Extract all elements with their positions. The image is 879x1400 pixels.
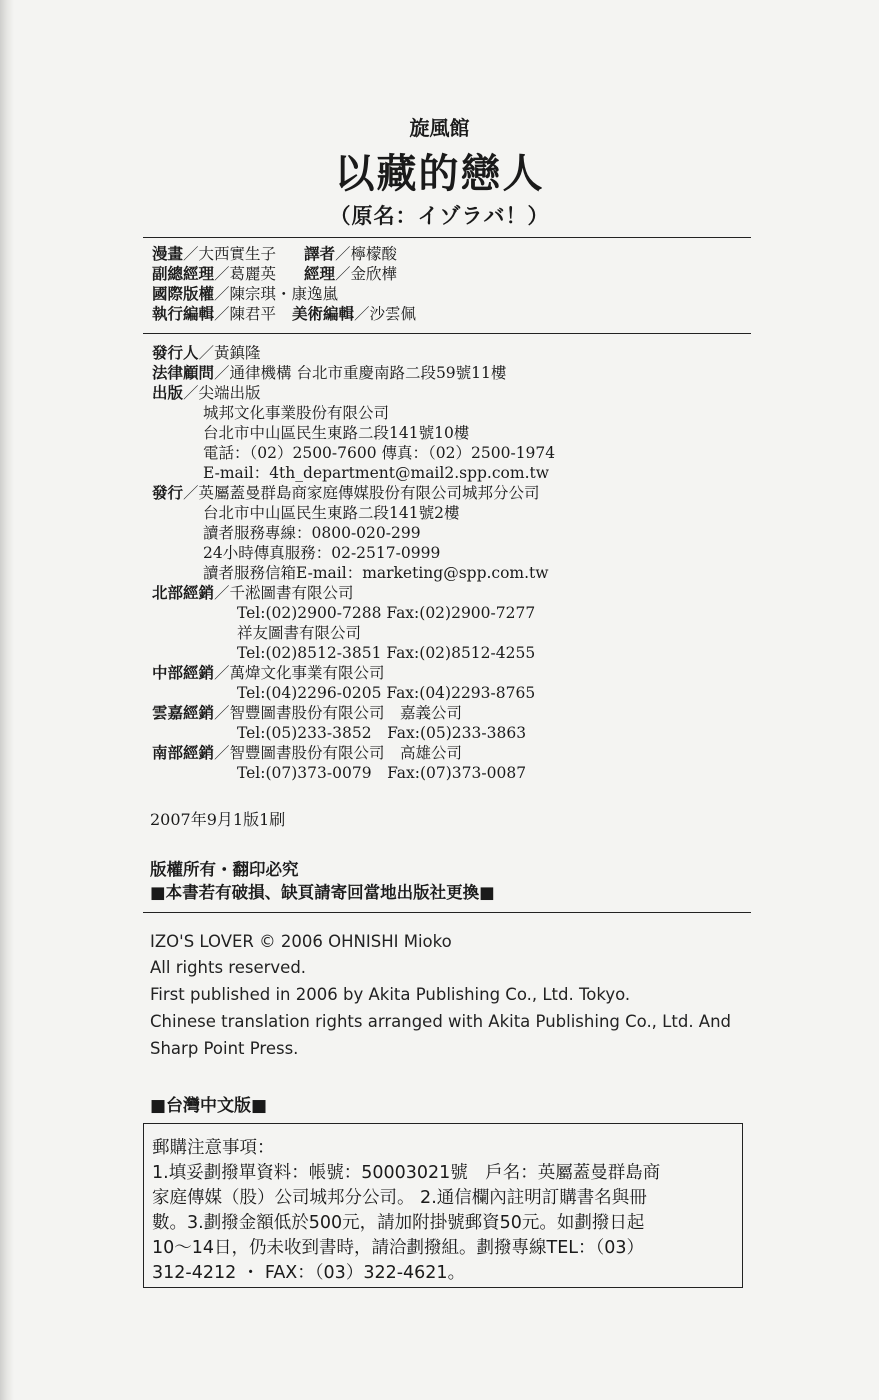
- edition-date: 2007年9月1版1刷: [150, 810, 286, 829]
- english-rights: All rights reserved.: [150, 958, 307, 977]
- service-email: 讀者服務信箱E-mail：marketing@spp.com.tw: [203, 564, 549, 582]
- south-tel: Tel:(07)373-0079 Fax:(07)373-0087: [237, 764, 527, 782]
- divider: [143, 912, 751, 913]
- company-address: 台北市中山區民生東路二段141號10樓: [203, 424, 470, 442]
- north-tel-2: Tel:(02)8512-3851 Fax:(02)8512-4255: [237, 644, 536, 662]
- mail-order-heading: 郵購注意事項：: [152, 1138, 275, 1158]
- credit-row: 執行編輯／陳君平 美術編輯／沙雲佩: [152, 305, 417, 323]
- south-distributor: 南部經銷／智豐圖書股份有限公司 高雄公司: [152, 744, 463, 762]
- company-email: E-mail：4th_department@mail2.spp.com.tw: [203, 464, 549, 482]
- english-first-published: First published in 2006 by Akita Publishing Co., Ltd. Tokyo.: [150, 985, 631, 1004]
- north-tel: Tel:(02)2900-7288 Fax:(02)2900-7277: [237, 604, 536, 622]
- english-copyright: IZO'S LOVER © 2006 OHNISHI Mioko: [150, 932, 452, 951]
- distribution-row: 發行／英屬蓋曼群島商家庭傳媒股份有限公司城邦分公司: [152, 484, 540, 502]
- north-distributor-2: 祥友圖書有限公司: [237, 624, 362, 642]
- fax-service: 24小時傳真服務：02-2517-0999: [203, 544, 441, 562]
- mail-order-line: 10～14日，仍未收到書時，請洽劃撥組。劃撥專線TEL：（03）: [152, 1238, 645, 1258]
- original-title: （原名：イゾラバ！）: [329, 204, 550, 228]
- copyright-notice: 版權所有・翻印必究: [150, 860, 299, 879]
- central-tel: Tel:(04)2296-0205 Fax:(04)2293-8765: [237, 684, 536, 702]
- distribution-address: 台北市中山區民生東路二段141號2樓: [203, 504, 460, 522]
- legal-row: 法律顧問／通律機構 台北市重慶南路二段59號11樓: [152, 364, 507, 382]
- company-name: 城邦文化事業股份有限公司: [203, 404, 390, 422]
- service-line: 讀者服務專線：0800-020-299: [203, 524, 421, 542]
- credit-row: 副總經理／葛麗英 經理／金欣樺: [152, 265, 398, 283]
- issuer-row: 發行人／黃鎮隆: [152, 344, 261, 362]
- mail-order-line: 312-4212 ・ FAX：（03）322-4621。: [152, 1263, 466, 1283]
- credit-row: 國際版權／陳宗琪・康逸嵐: [152, 285, 339, 303]
- divider: [143, 333, 751, 334]
- yunjia-tel: Tel:(05)233-3852 Fax:(05)233-3863: [237, 724, 527, 742]
- mail-order-line: 數。3.劃撥金額低於500元，請加附掛號郵資50元。如劃撥日起: [152, 1213, 645, 1233]
- central-distributor: 中部經銷／萬煒文化事業有限公司: [152, 664, 385, 682]
- publisher-row: 出版／尖端出版: [152, 384, 261, 402]
- replacement-notice: ■本書若有破損、缺頁請寄回當地出版社更換■: [150, 883, 495, 902]
- mail-order-line: 家庭傳媒（股）公司城邦分公司。 2.通信欄內註明訂購書名與冊: [152, 1188, 647, 1208]
- company-phone: 電話：（02）2500-7600 傳真：（02）2500-1974: [203, 444, 556, 462]
- book-title: 以藏的戀人: [334, 151, 545, 197]
- mail-order-line: 1.填妥劃撥單資料：帳號：50003021號 戶名：英屬蓋曼群島商: [152, 1163, 661, 1183]
- english-translation-rights: Chinese translation rights arranged with Akita Publishing Co., Ltd. And: [150, 1012, 732, 1031]
- north-distributor: 北部經銷／千淞圖書有限公司: [152, 584, 354, 602]
- divider: [143, 237, 751, 238]
- credit-row: 漫畫／大西實生子 譯者／檸檬酸: [152, 245, 398, 263]
- imprint-label: 旋風館: [409, 116, 470, 140]
- taiwan-edition-label: ■台灣中文版■: [150, 1096, 268, 1116]
- english-translation-rights-cont: Sharp Point Press.: [150, 1039, 299, 1058]
- yunjia-distributor: 雲嘉經銷／智豐圖書股份有限公司 嘉義公司: [152, 704, 463, 722]
